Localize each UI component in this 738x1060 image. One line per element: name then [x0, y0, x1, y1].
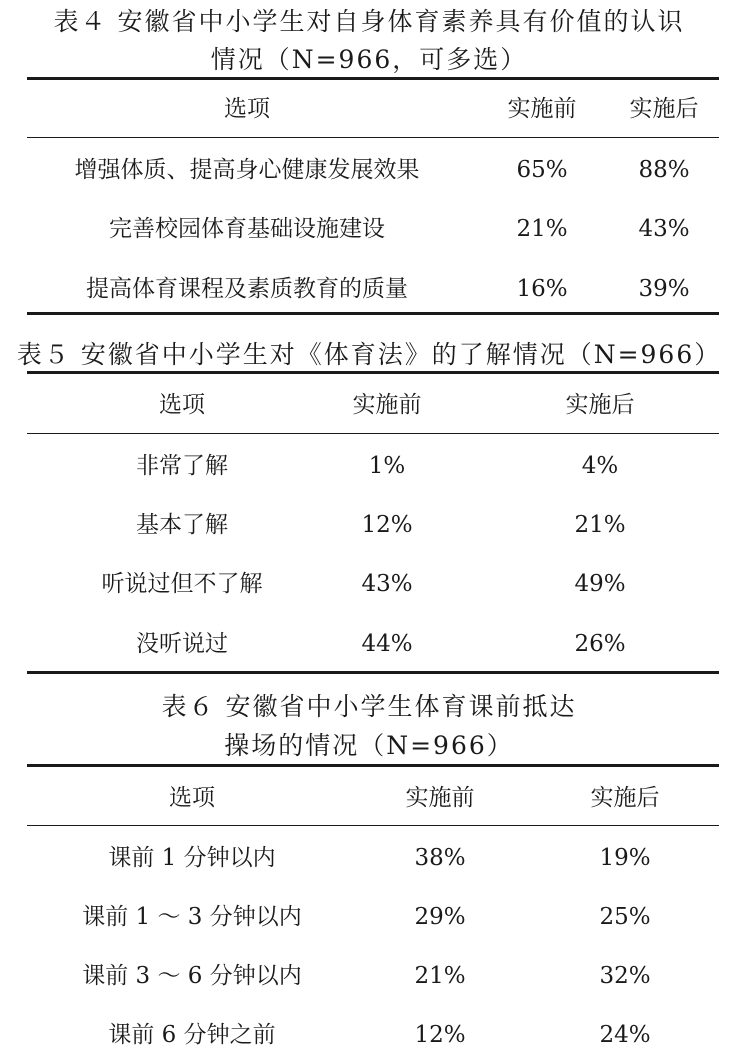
table4-row2-after: 43% — [638, 216, 690, 242]
table6-row2-before: 29% — [414, 904, 466, 930]
table5-title-line1: 表５ 安徽省中小学生对《体育法》的了解情况（N=966） — [16, 340, 722, 369]
table6-title-line1: 表６ 安徽省中小学生体育课前抵达 — [161, 692, 577, 721]
table4-row3-after: 39% — [638, 276, 690, 302]
table4-top-rule — [27, 77, 719, 80]
table4-row2-option: 完善校园体育基础设施建设 — [109, 216, 385, 242]
table4-header-option: 选项 — [224, 96, 270, 122]
table5-row4-option: 没听说过 — [136, 631, 228, 657]
table6-header-rule — [27, 825, 719, 826]
table4-title-line2: 情况（N=966，可多选） — [210, 45, 528, 74]
table5-header-after: 实施后 — [565, 392, 635, 418]
table4-row3-option: 提高体育课程及素质教育的质量 — [86, 276, 408, 302]
table5-row1-option: 非常了解 — [136, 453, 228, 479]
table5-bottom-rule — [27, 671, 719, 674]
table5-header-before: 实施前 — [352, 392, 422, 418]
table4-row1-option: 增强体质、提高身心健康发展效果 — [74, 157, 420, 183]
table5-row4-after: 26% — [574, 631, 626, 657]
table5-row4-before: 44% — [361, 631, 413, 657]
table4-row3-before: 16% — [516, 276, 568, 302]
table6-row1-after: 19% — [599, 845, 651, 871]
table5-row2-after: 21% — [574, 512, 626, 538]
table6-header-before: 实施前 — [405, 785, 475, 811]
table4-row1-before: 65% — [516, 157, 568, 183]
table6-row3-after: 32% — [599, 963, 651, 989]
table6-row1-option: 课前 1 分钟以内 — [108, 845, 276, 871]
table4-header-before: 实施前 — [507, 96, 577, 122]
table5-header-rule — [27, 433, 719, 434]
table6-header-after: 实施后 — [590, 785, 660, 811]
table5-row1-after: 4% — [581, 453, 619, 479]
table6-row2-option: 课前 1 ～ 3 分钟以内 — [82, 904, 302, 930]
table5-row3-option: 听说过但不了解 — [101, 571, 263, 597]
table6-title-line2: 操场的情况（N=966） — [224, 731, 514, 760]
table6-row1-before: 38% — [414, 845, 466, 871]
table5-row3-after: 49% — [574, 571, 626, 597]
table4-header-after: 实施后 — [629, 96, 699, 122]
table5-row1-before: 1% — [368, 453, 406, 479]
table6-row4-after: 24% — [599, 1022, 651, 1048]
table4-row1-after: 88% — [638, 157, 690, 183]
table5-row2-before: 12% — [361, 512, 413, 538]
table5-row3-before: 43% — [361, 571, 413, 597]
table6-row3-option: 课前 3 ～ 6 分钟以内 — [82, 963, 302, 989]
table4-row2-before: 21% — [516, 216, 568, 242]
table6-row2-after: 25% — [599, 904, 651, 930]
table4-title-line1: 表４ 安徽省中小学生对自身体育素养具有价值的认识 — [53, 7, 685, 36]
table5-top-rule — [27, 371, 719, 374]
table6-top-rule — [27, 764, 719, 767]
table4-bottom-rule — [27, 312, 719, 315]
table5-row2-option: 基本了解 — [136, 512, 228, 538]
table6-row4-before: 12% — [414, 1022, 466, 1048]
table4-header-rule — [27, 137, 719, 138]
table6-row3-before: 21% — [414, 963, 466, 989]
table6-row4-option: 课前 6 分钟之前 — [108, 1022, 276, 1048]
table6-header-option: 选项 — [169, 785, 215, 811]
table5-header-option: 选项 — [159, 392, 205, 418]
